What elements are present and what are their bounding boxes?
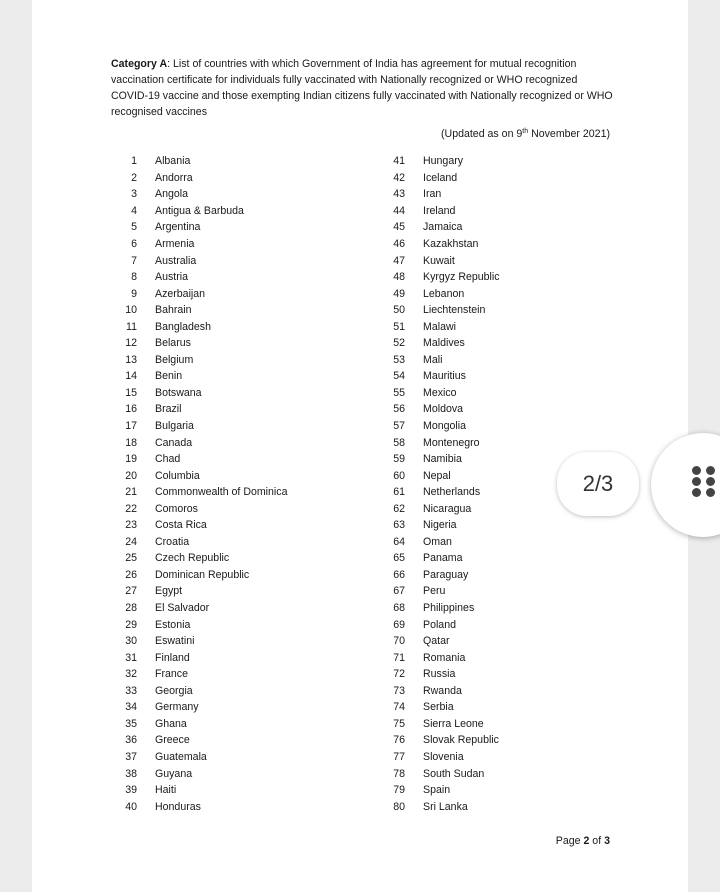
country-name: Iceland	[423, 171, 458, 184]
country-list-left	[110, 153, 287, 815]
country-name: Namibia	[423, 453, 462, 466]
country-name: Belgium	[155, 353, 194, 366]
item-number: 9	[131, 287, 137, 300]
item-number: 12	[125, 337, 137, 350]
country-name: Kuwait	[423, 254, 455, 267]
item-number: 17	[125, 420, 137, 433]
country-name: Philippines	[423, 602, 475, 615]
item-number: 55	[393, 386, 405, 399]
list-item	[378, 285, 500, 302]
country-name: Croatia	[155, 535, 190, 548]
country-name: Bulgaria	[155, 420, 194, 433]
item-number: 21	[125, 486, 137, 499]
item-number: 63	[393, 519, 405, 532]
country-name: Nigeria	[423, 519, 457, 532]
list-item	[110, 170, 287, 187]
list-item	[110, 732, 287, 749]
list-item	[378, 550, 500, 567]
list-item	[110, 716, 287, 733]
list-item	[378, 467, 500, 484]
country-name: Guyana	[155, 767, 193, 780]
item-number: 22	[125, 502, 137, 515]
item-number: 33	[125, 684, 137, 697]
item-number: 20	[125, 469, 137, 482]
country-name: Haiti	[155, 784, 177, 797]
country-name: Slovak Republic	[423, 734, 499, 747]
item-number: 51	[393, 320, 405, 333]
country-name: Sri Lanka	[423, 800, 468, 813]
item-number: 65	[393, 552, 405, 565]
list-item	[378, 434, 500, 451]
list-item	[110, 583, 287, 600]
footer-page: 2	[583, 835, 590, 847]
updated-date	[110, 127, 610, 141]
page-indicator: 2/3	[557, 452, 639, 516]
intro-paragraph	[111, 56, 616, 120]
item-number: 1	[131, 155, 137, 168]
country-name: Montenegro	[423, 436, 480, 449]
list-item	[378, 798, 500, 815]
item-number: 78	[393, 767, 405, 780]
country-list-right	[378, 153, 500, 815]
country-name: Russia	[423, 668, 456, 681]
country-name: Nepal	[423, 469, 451, 482]
list-item	[378, 219, 500, 236]
footer-total: 3	[604, 835, 610, 847]
country-name: Estonia	[155, 618, 191, 631]
list-item	[110, 749, 287, 766]
item-number: 6	[131, 238, 137, 250]
list-item	[110, 500, 287, 517]
item-number: 10	[125, 304, 137, 317]
list-item	[110, 219, 287, 236]
country-name: Panama	[423, 552, 463, 565]
list-item	[378, 583, 500, 600]
item-number: 3	[131, 188, 137, 201]
item-number: 75	[393, 717, 405, 730]
item-number: 61	[393, 486, 405, 499]
country-name: France	[155, 668, 188, 681]
country-name: Georgia	[155, 684, 193, 697]
intro-text: : List of countries with which Government of India has agreement for mutual recognition vaccination certificate for individuals fully vaccinated with Nationally recognized or WHO recognized COVID-19 vaccine and those exempting Indian citizens fully vaccinated with Nationally recognized or WHO recognised vaccines	[111, 58, 613, 118]
list-item	[378, 500, 500, 517]
item-number: 42	[393, 171, 405, 184]
list-item	[378, 666, 500, 683]
country-name: Ireland	[423, 204, 456, 217]
country-name: Germany	[155, 701, 199, 714]
item-number: 43	[393, 188, 405, 201]
list-item	[110, 616, 287, 633]
item-number: 72	[393, 668, 405, 681]
item-number: 35	[125, 717, 137, 730]
list-item	[110, 467, 287, 484]
list-item	[378, 782, 500, 799]
item-number: 77	[393, 750, 405, 763]
updated-sup: th	[522, 128, 529, 135]
list-item	[110, 567, 287, 584]
list-item	[378, 269, 500, 286]
list-item	[378, 352, 500, 369]
list-item	[378, 749, 500, 766]
list-item	[110, 335, 287, 352]
list-item	[378, 616, 500, 633]
country-name: Guatemala	[155, 750, 207, 763]
list-item	[378, 649, 500, 666]
country-name: Spain	[423, 784, 451, 797]
item-number: 8	[131, 271, 137, 284]
list-item	[110, 550, 287, 567]
list-item	[110, 434, 287, 451]
country-name: Bahrain	[155, 304, 192, 317]
country-name: Rwanda	[423, 684, 462, 697]
item-number: 39	[125, 784, 137, 797]
list-item	[378, 153, 500, 170]
item-number: 45	[393, 221, 405, 234]
item-number: 50	[393, 304, 405, 317]
item-number: 25	[125, 552, 137, 565]
list-item	[110, 352, 287, 369]
list-item	[110, 285, 287, 302]
country-name: Malawi	[423, 320, 456, 333]
country-name: Serbia	[423, 701, 454, 714]
item-number: 46	[393, 238, 405, 250]
country-name: Hungary	[423, 155, 464, 168]
item-number: 73	[393, 684, 405, 697]
item-number: 30	[125, 635, 137, 648]
list-item	[110, 798, 287, 815]
item-number: 15	[125, 386, 137, 399]
item-number: 29	[125, 618, 137, 631]
item-number: 68	[393, 602, 405, 615]
item-number: 2	[131, 171, 137, 184]
item-number: 24	[125, 535, 137, 548]
country-name: Ghana	[155, 717, 187, 730]
country-name: Maldives	[423, 337, 465, 350]
item-number: 66	[393, 568, 405, 581]
list-item	[110, 302, 287, 319]
country-name: El Salvador	[155, 602, 210, 615]
country-name: Mauritius	[423, 370, 466, 383]
item-number: 64	[393, 535, 405, 548]
list-item	[110, 683, 287, 700]
country-name: Antigua & Barbuda	[155, 204, 244, 217]
list-item	[110, 484, 287, 501]
item-number: 79	[393, 784, 405, 797]
page-footer	[556, 835, 610, 847]
footer-prefix: Page	[555, 835, 584, 847]
item-number: 62	[393, 502, 405, 515]
country-name: Costa Rica	[155, 519, 207, 532]
item-number: 71	[393, 651, 405, 664]
country-name: Mali	[423, 353, 443, 366]
country-name: Kyrgyz Republic	[423, 271, 500, 284]
item-number: 28	[125, 602, 137, 615]
list-item	[378, 534, 500, 551]
country-name: Commonwealth of Dominica	[155, 486, 288, 499]
item-number: 47	[393, 254, 405, 267]
list-item	[378, 633, 500, 650]
list-item	[378, 236, 500, 253]
country-name: Greece	[155, 734, 190, 747]
list-item	[110, 203, 287, 220]
item-number: 70	[393, 635, 405, 648]
country-name: Kazakhstan	[423, 238, 479, 250]
list-item	[110, 385, 287, 402]
list-item	[110, 153, 287, 170]
list-item	[110, 318, 287, 335]
list-item	[110, 368, 287, 385]
country-name: Albania	[155, 155, 191, 168]
list-item	[378, 451, 500, 468]
list-item	[378, 401, 500, 418]
list-item	[378, 335, 500, 352]
list-item	[110, 649, 287, 666]
list-item	[378, 418, 500, 435]
country-name: Eswatini	[155, 635, 195, 648]
country-name: Liechtenstein	[423, 304, 486, 317]
footer-mid: of	[589, 835, 605, 847]
list-item	[378, 318, 500, 335]
list-item	[110, 186, 287, 203]
country-name: Finland	[155, 651, 190, 664]
list-item	[378, 186, 500, 203]
country-name: Qatar	[423, 635, 450, 648]
list-item	[110, 401, 287, 418]
country-name: South Sudan	[423, 767, 485, 780]
item-number: 44	[393, 204, 405, 217]
country-name: Armenia	[155, 238, 195, 250]
country-name: Czech Republic	[155, 552, 230, 565]
item-number: 59	[393, 453, 405, 466]
item-number: 4	[131, 204, 137, 217]
item-number: 23	[125, 519, 137, 532]
list-item	[378, 765, 500, 782]
country-name: Nicaragua	[423, 502, 472, 515]
list-item	[378, 567, 500, 584]
country-name: Columbia	[155, 469, 200, 482]
country-name: Canada	[155, 436, 193, 449]
item-number: 13	[125, 353, 137, 366]
country-name: Benin	[155, 370, 183, 383]
item-number: 19	[125, 453, 137, 466]
item-number: 48	[393, 271, 405, 284]
item-number: 67	[393, 585, 405, 598]
updated-prefix: (Updated as on 9	[441, 128, 523, 140]
item-number: 41	[393, 155, 405, 168]
item-number: 18	[125, 436, 137, 449]
country-name: Jamaica	[423, 221, 463, 234]
country-name: Iran	[423, 188, 442, 201]
country-name: Poland	[423, 618, 456, 631]
item-number: 26	[125, 568, 137, 581]
country-name: Belarus	[155, 337, 191, 350]
list-item	[378, 600, 500, 617]
country-name: Slovenia	[423, 750, 464, 763]
list-item	[110, 252, 287, 269]
item-number: 58	[393, 436, 405, 449]
item-number: 56	[393, 403, 405, 416]
item-number: 7	[131, 254, 137, 267]
item-number: 74	[393, 701, 405, 714]
item-number: 57	[393, 420, 405, 433]
list-item	[378, 699, 500, 716]
item-number: 40	[125, 800, 137, 813]
list-item	[110, 633, 287, 650]
grip-dots-icon	[692, 466, 716, 502]
list-item	[110, 451, 287, 468]
list-item	[110, 534, 287, 551]
list-item	[110, 782, 287, 799]
country-name: Peru	[423, 585, 446, 598]
list-item	[378, 170, 500, 187]
country-name: Mongolia	[423, 420, 466, 433]
country-name: Mexico	[423, 386, 457, 399]
country-name: Azerbaijan	[155, 287, 206, 300]
list-item	[378, 716, 500, 733]
country-name: Chad	[155, 453, 181, 466]
item-number: 11	[126, 320, 137, 333]
country-name: Comoros	[155, 502, 198, 515]
item-number: 14	[125, 370, 137, 383]
country-name: Dominican Republic	[155, 568, 250, 581]
list-item	[378, 203, 500, 220]
country-name: Lebanon	[423, 287, 465, 300]
item-number: 60	[393, 469, 405, 482]
item-number: 16	[125, 403, 137, 416]
item-number: 38	[125, 767, 137, 780]
item-number: 54	[393, 370, 405, 383]
country-name: Andorra	[155, 171, 193, 184]
list-item	[378, 517, 500, 534]
country-name: Egypt	[155, 585, 183, 598]
list-item	[110, 765, 287, 782]
intro-label: Category A	[111, 58, 168, 70]
list-item	[110, 236, 287, 253]
item-number: 27	[125, 585, 137, 598]
list-item	[110, 699, 287, 716]
list-item	[110, 666, 287, 683]
item-number: 32	[125, 668, 137, 681]
item-number: 49	[393, 287, 405, 300]
country-name: Angola	[155, 188, 188, 201]
list-item	[378, 484, 500, 501]
list-item	[110, 600, 287, 617]
updated-suffix: November 2021)	[528, 128, 610, 140]
list-item	[110, 269, 287, 286]
item-number: 34	[125, 701, 137, 714]
country-name: Botswana	[155, 386, 202, 399]
country-name: Bangladesh	[155, 320, 211, 333]
list-item	[378, 252, 500, 269]
list-item	[110, 517, 287, 534]
list-item	[378, 683, 500, 700]
item-number: 69	[393, 618, 405, 631]
item-number: 37	[125, 750, 137, 763]
country-name: Paraguay	[423, 568, 469, 581]
country-name: Honduras	[155, 800, 201, 813]
list-item	[378, 302, 500, 319]
country-name: Sierra Leone	[423, 717, 484, 730]
list-item	[110, 418, 287, 435]
item-number: 80	[393, 800, 405, 813]
country-name: Netherlands	[423, 486, 481, 499]
item-number: 52	[393, 337, 405, 350]
country-name: Austria	[155, 271, 188, 284]
country-name: Australia	[155, 254, 197, 267]
item-number: 36	[125, 734, 137, 747]
list-item	[378, 368, 500, 385]
list-item	[378, 732, 500, 749]
country-name: Brazil	[155, 403, 182, 416]
country-name: Oman	[423, 535, 452, 548]
country-name: Argentina	[155, 221, 201, 234]
item-number: 53	[393, 353, 405, 366]
list-item	[378, 385, 500, 402]
country-name: Romania	[423, 651, 466, 664]
item-number: 5	[131, 221, 137, 234]
item-number: 76	[393, 734, 405, 747]
country-name: Moldova	[423, 403, 464, 416]
item-number: 31	[125, 651, 137, 664]
